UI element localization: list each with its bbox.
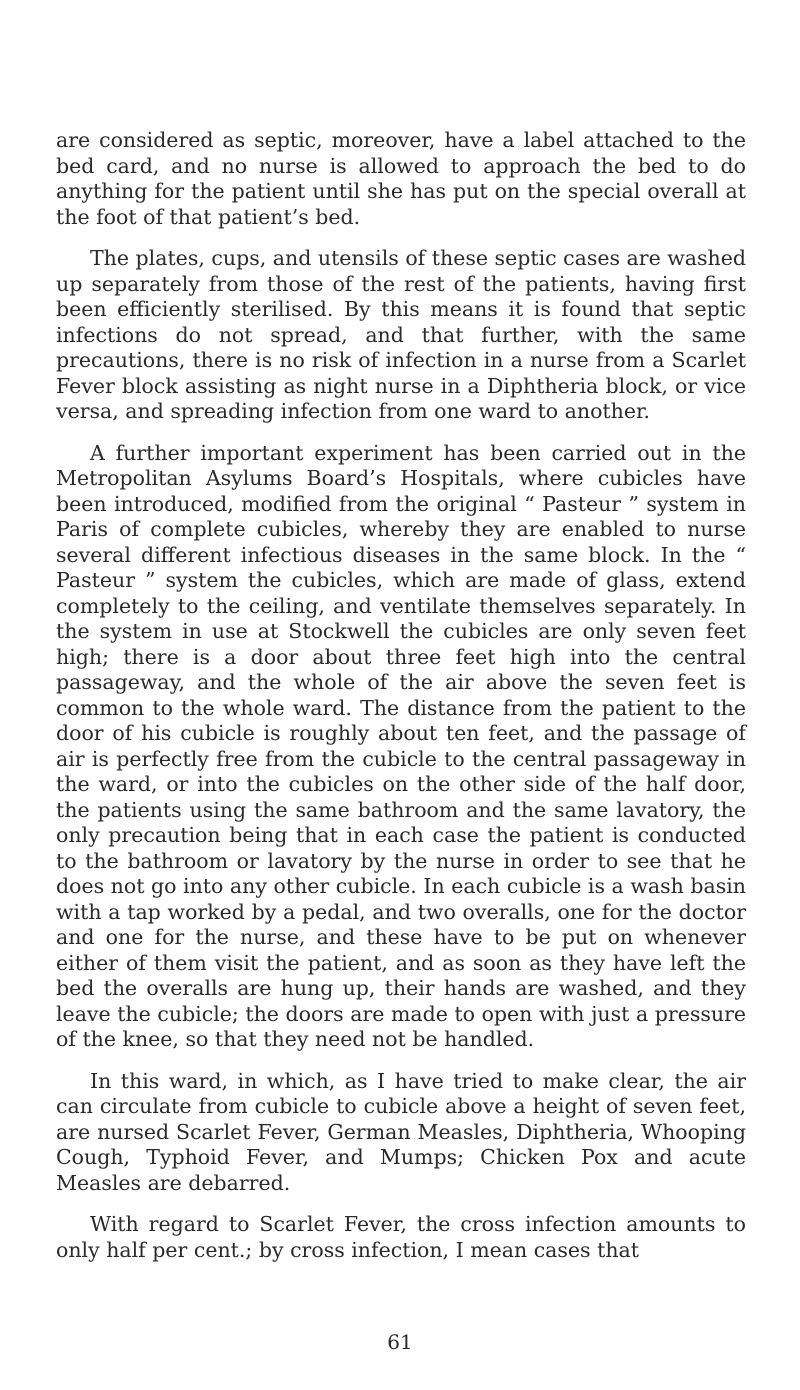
paragraph-3: A further important experiment has been carried out in the Metropolitan Asylums Board’s Hospitals, where cubicles have been introduced, modified from the original “ Pasteur ” system in Paris of complete cubicles, whereby they are enabled to nurse several different infectious diseases in the same block. In the “ Pasteur ” system the cubicles, which are made of glass, extend completely to the ceiling, and ventilate themselves separately. In the system in use at Stockwell the cubicles are only seven feet high; there is a door about three feet high into the central passageway, and the whole of the air above the seven feet is common to the whole ward. The distance from the patient to the door of his cubicle is roughly about ten feet, and the passage of air is perfectly free from the cubicle to the central passageway in the ward, or into the cubicles on the other side of the half door, the patients using the same bathroom and the same lavatory, the only precaution being that in each case the patient is conducted to the bathroom or lavatory by the nurse in order to see that he does not go into any other cubicle. In each cubicle is a wash basin with a tap worked by a pedal, and two overalls, one for the doctor and one for the nurse, and these have to be put on whenever either of them visit the patient, and as soon as they have left the bed the overalls are hung up, their hands are washed, and they leave the cubicle; the doors are made to open with just a pressure of the knee, so that they need not be handled. bbox=[56, 440, 746, 1051]
document-page bbox=[56, 128, 746, 1279]
paragraph-4: In this ward, in which, as I have tried to make clear, the air can circulate from cubicle to cubicle above a height of seven feet, are nursed Scarlet Fever, German Measles, Diphtheria, Whooping Cough, Typhoid Fever, and Mumps; Chicken Pox and acute Measles are debarred. bbox=[56, 1068, 746, 1195]
paragraph-2: The plates, cups, and utensils of these septic cases are washed up separately from those of the rest of the patients, having first been efficiently sterilised. By this means it is found that septic infections do not spread, and that further, with the same precautions, there is no risk of infection in a nurse from a Scarlet Fever block assisting as night nurse in a Diphtheria block, or vice versa, and spreading infection from one ward to another. bbox=[56, 246, 746, 423]
paragraph-1: are considered as septic, moreover, have a label attached to the bed card, and no nurse is allowed to approach the bed to do anything for the patient until she has put on the special overall at the foot of that patient’s bed. bbox=[56, 128, 746, 229]
paragraph-5: With regard to Scarlet Fever, the cross infection amounts to only half per cent.; by cross infection, I mean cases that bbox=[56, 1212, 746, 1262]
page-number: 61 bbox=[387, 1330, 413, 1354]
